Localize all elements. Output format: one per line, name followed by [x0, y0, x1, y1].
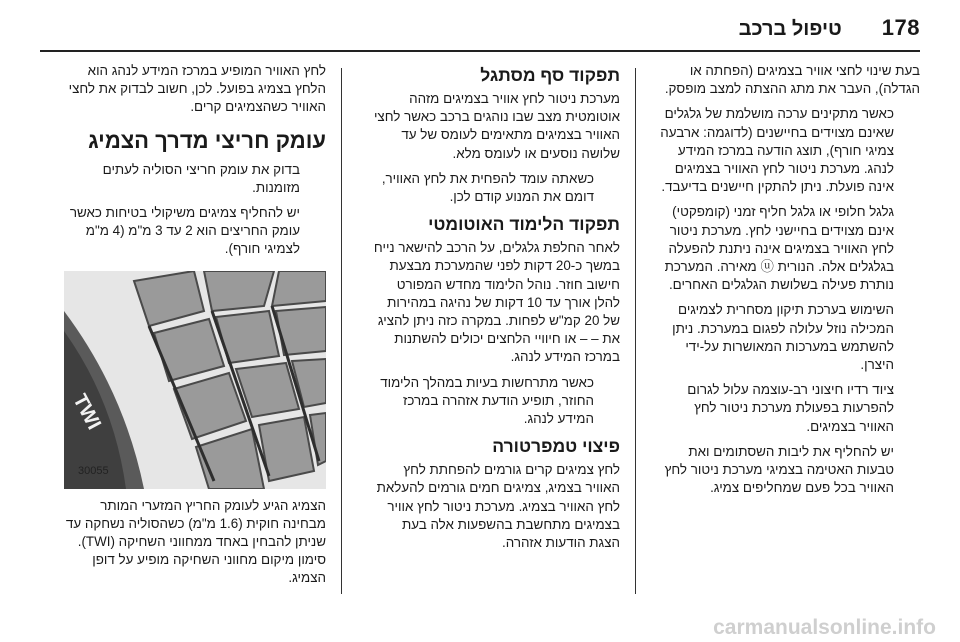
section-heading: תפקוד הלימוד האוטומטי	[428, 214, 620, 235]
paragraph: כאשר מתרחשות בעיות במהלך הלימוד החוזר, תופיע הודעת אזהרה במרכז המידע לנהג.	[380, 374, 594, 427]
section-heading: תפקוד סף מסתגל	[480, 65, 620, 85]
middle-column	[368, 62, 620, 622]
content-columns	[58, 62, 920, 622]
paragraph: השימוש בערכת תיקון מסחרית לצמיגים המכילה נוזל עלולה לפגום במערכת. ניתן להשתמש במערכות המאושרות על-ידי היצרן.	[672, 302, 894, 373]
column-divider	[635, 68, 636, 594]
watermark: carmanualsonline.info	[713, 616, 936, 639]
figure-number: 30055	[78, 465, 109, 478]
paragraph: לחץ צמיגים קרים גורמים להפחתת לחץ האוויר בצמיג, צמיגים חמים גורמים להעלאת לחץ האוויר בצמיג. מערכת ניטור לחץ אוויר בצמיגים מתחשבת בהשפעות אלה בעת הצגת הודעות אזהרה.	[376, 462, 620, 551]
paragraph: מערכת ניטור לחץ אוויר בצמיגים מזהה אוטומטית מצב שבו נוהגים ברכב כאשר לחצי האוויר בצמיגים מתאימים לעומס של עד שלושה נוסעים או לעומס מלא.	[373, 91, 620, 161]
paragraph: הצמיג הגיע לעומק החריץ המזערי המותר מבחינה חוקית (1.6 מ"מ) כשהסוליה נשחקה עד שניתן להבחין באחד ממחווני השחיקה (TWI). סימון מיקום מחווני השחיקה מופיע על דופן הצמיג.	[65, 497, 326, 586]
section-heading: פיצוי טמפרטורה	[492, 436, 620, 457]
tire-tread-figure	[64, 271, 326, 489]
paragraph: ציוד רדיו חיצוני רב-עוצמה עלול לגרום להפרעות בפעולת מערכת ניטור לחץ האוויר בצמיגים.	[687, 382, 894, 434]
tire-tread-illustration	[64, 271, 326, 489]
paragraph: לאחר החלפת גלגלים, על הרכב להישאר נייח במשך כ-20 דקות לפני שהמערכת מבצעת חישוב חוזר. נוהל הלימוד מחדש המפורט להלן אורך עד 10 דקות של נהיגה במהירות של 20 קמ"ש לפחות. במקרה כזה ניתן להציג את – – או חיוויי הלחצים יכולים להשתנות במרכז המידע לנהג.	[373, 240, 620, 365]
section-heading: עומק חריצי מדרך הצמיג	[88, 127, 326, 153]
paragraph: בדוק את עומק חריצי הסוליה לעתים מזומנות.	[102, 161, 300, 195]
page-header	[40, 10, 920, 46]
paragraph: בעת שינוי לחצי אוויר בצמיגים (הפחתה או הגדלה), העבר את מתג ההצתה למצב מופסק.	[664, 63, 920, 97]
paragraph: גלגל חלופי או גלגל חליף זמני (קומפקטי) אינם מצוידים בחיישני לחץ. מערכת ניטור לחץ האוויר בצמיגים אינה ניתנת להפעלה בגלגלים אלה. הנורית ⓤ מאירה. המערכת נותרת פעילה בשלושת הגלגלים האחרים.	[664, 204, 894, 293]
paragraph: לחץ האוויר המופיע במרכז המידע לנהג הוא הלחץ בצמיג בפועל. לכן, חשוב לבדוק את לחצי האוויר כשהצמיגים קרים.	[68, 63, 326, 115]
left-column	[58, 62, 326, 622]
paragraph: יש להחליף צמיגים משיקולי בטיחות כאשר עומק החריצים הוא 2 עד 3 מ"מ (4 מ"מ לצמיגי חורף).	[69, 205, 300, 257]
paragraph: כשאתה עומד להפחית את לחץ האוויר, דומם את המנוע קודם לכן.	[381, 170, 594, 205]
header-group	[739, 15, 920, 41]
header-divider	[40, 50, 920, 52]
column-divider	[341, 68, 342, 594]
page-number: 178	[881, 15, 920, 40]
twi-label: TWI	[68, 390, 106, 433]
paragraph: כאשר מתקינים ערכה מושלמת של גלגלים שאינם מצוידים בחיישנים (לדוגמה: ארבעה צמיגי חורף), תוצג הודעה במרכז המידע לנהג. מערכת ניטור לחץ האוויר בצמיגים אינה פועלת. ניתן להתקין חיישנים בדיעבד.	[660, 106, 894, 195]
right-column	[658, 62, 920, 622]
chapter-title: טיפול ברכב	[738, 18, 842, 40]
paragraph: יש להחליף את ליבות השסתומים ואת טבעות האטימה בצמיגי מערכת ניטור לחץ האוויר בכל פעם שמחליפים צמיג.	[664, 443, 894, 496]
